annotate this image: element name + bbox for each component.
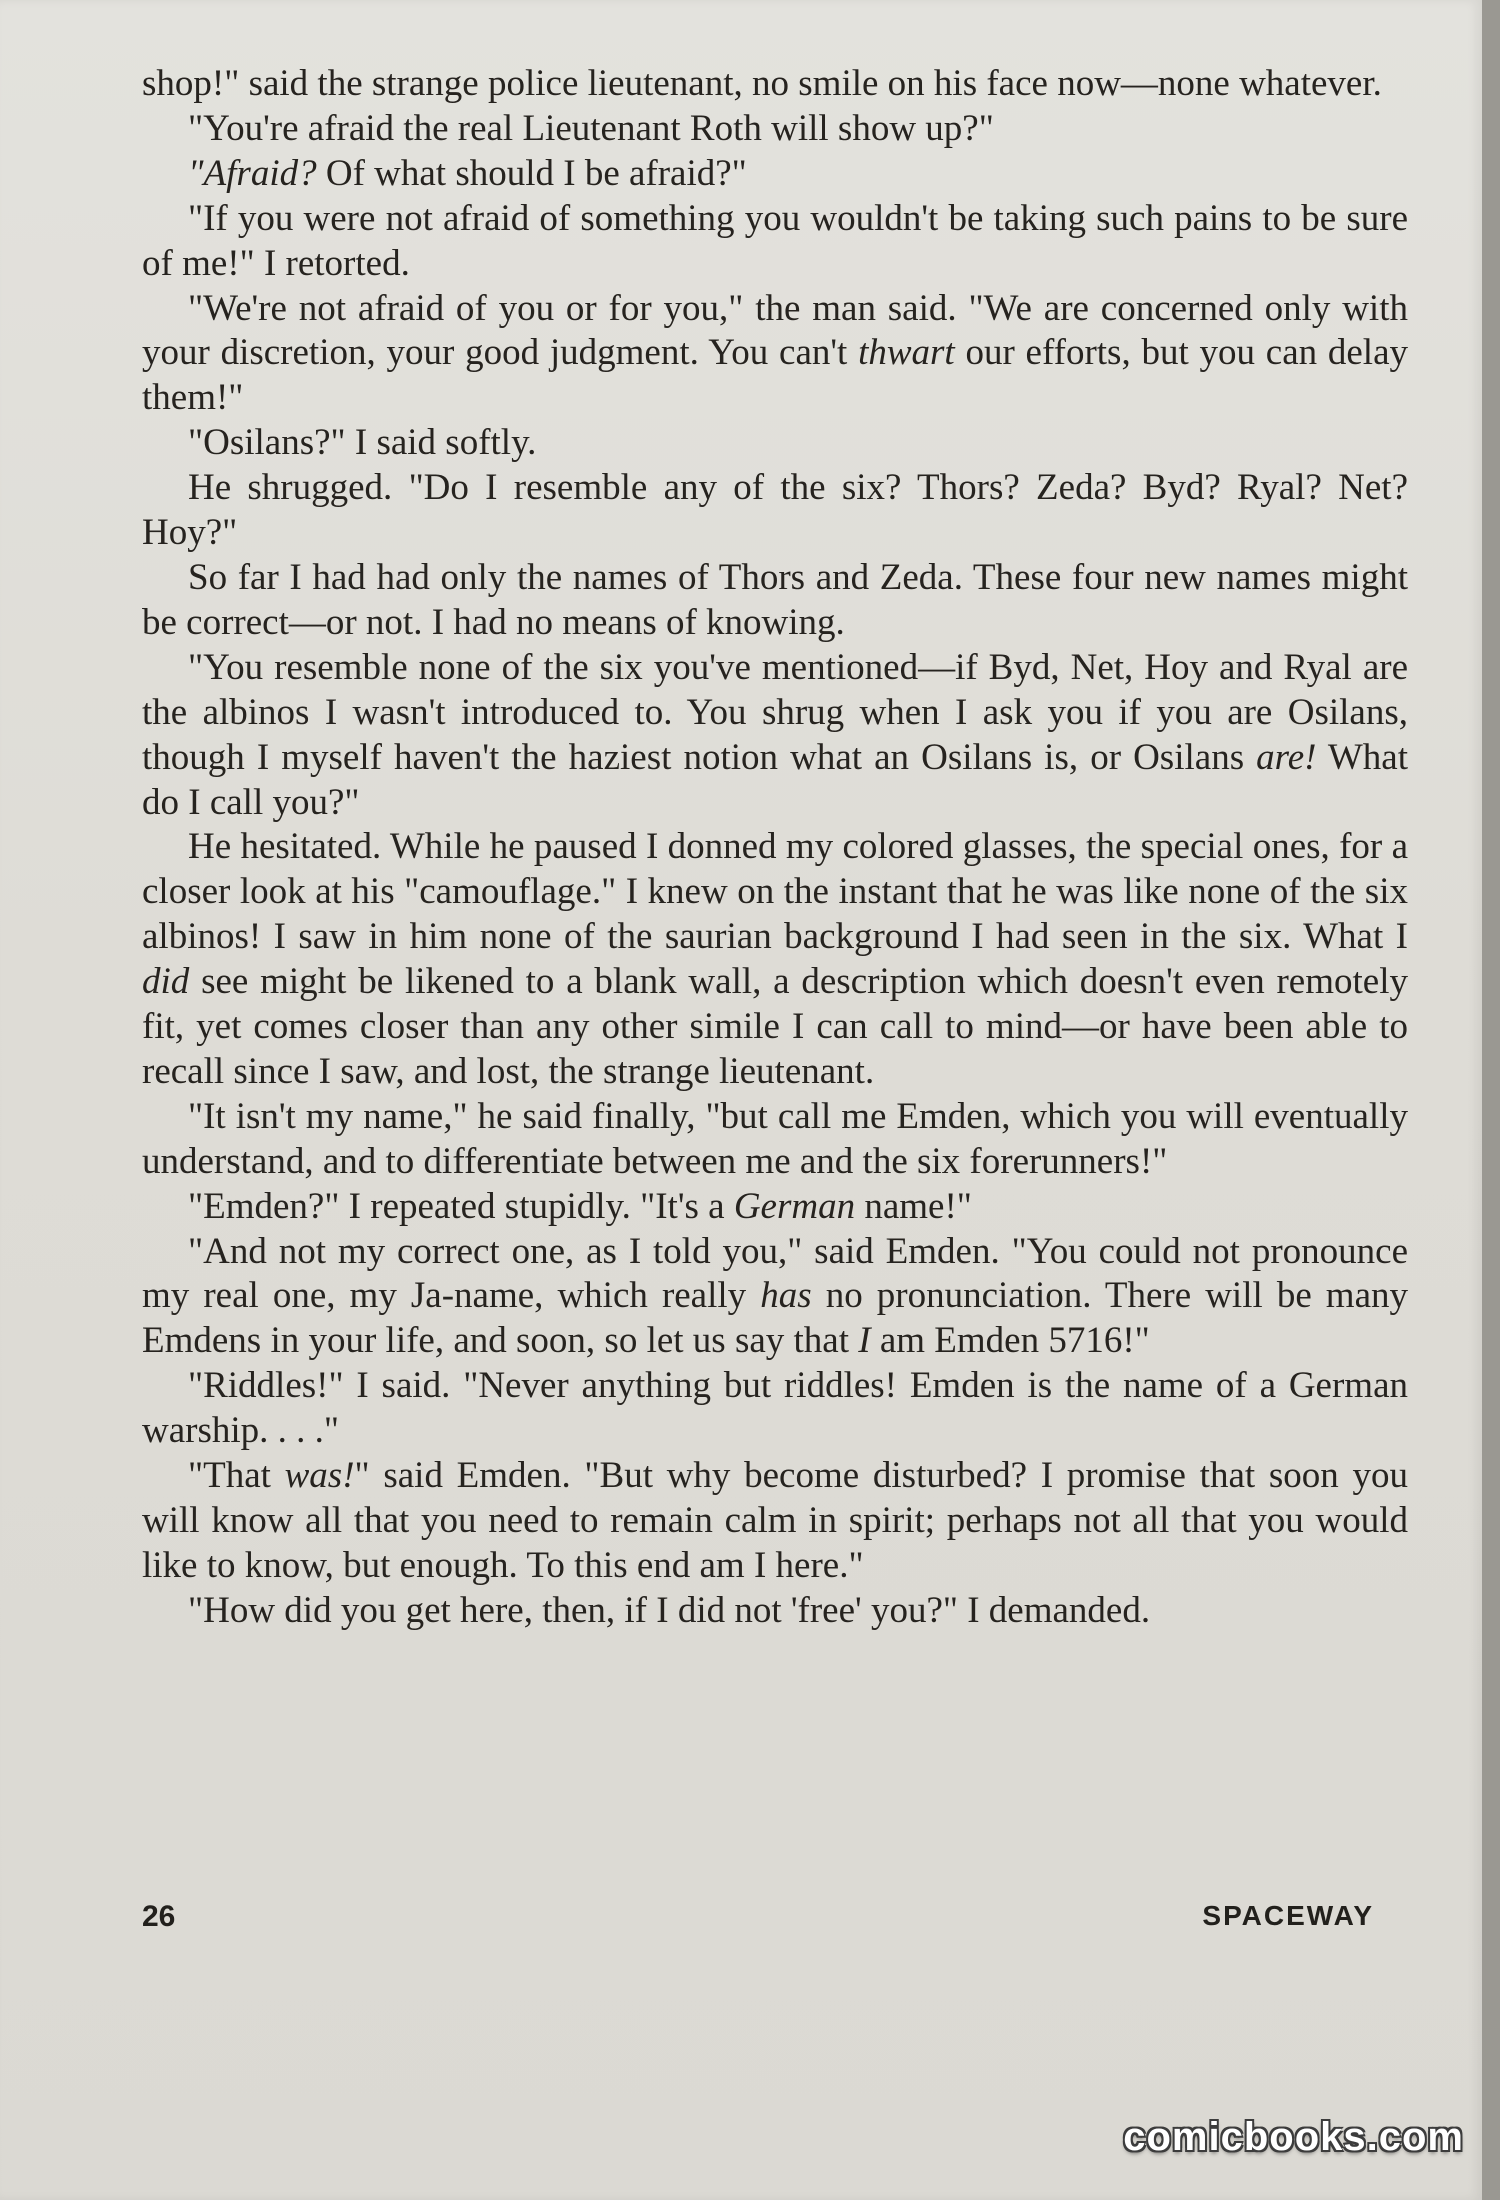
text-run: What do I call you?" <box>142 736 1408 823</box>
story-paragraph <box>142 825 1408 1094</box>
story-paragraph <box>142 1364 1408 1454</box>
story-paragraph <box>142 1185 1408 1230</box>
text-run: "We're not afraid of you or for you," the man said. "We are concerned only with your discretion, your good judgment. You can't <box>142 287 1408 374</box>
site-watermark: comicbooks.com <box>1123 2115 1464 2159</box>
story-paragraph <box>142 1230 1408 1365</box>
story-paragraph <box>142 197 1408 287</box>
italic-run: did <box>142 961 190 1003</box>
italic-run: German <box>733 1185 856 1227</box>
italic-run: are! <box>1256 736 1317 778</box>
text-run: "You're afraid the real Lieutenant Roth will show up?" <box>188 107 994 149</box>
text-run: "That <box>188 1455 285 1497</box>
text-run: "It isn't my name," he said finally, "but call me Emden, which you will eventually understand, and to differentiate between me and the six forerunners!" <box>142 1095 1408 1182</box>
text-run: "Osilans?" I said softly. <box>188 422 537 464</box>
italic-run: "Afraid? <box>188 152 317 194</box>
italic-run: has <box>760 1275 812 1317</box>
story-paragraph <box>142 1095 1408 1185</box>
text-run: see might be likened to a blank wall, a description which doesn't even remotely fit, yet comes closer than any other simile I can call to mind—or have been able to recall since I saw, and lost, the strange lieutenant. <box>142 961 1408 1092</box>
text-run: "If you were not afraid of something you wouldn't be taking such pains to be sure of me!" I retorted. <box>142 197 1408 284</box>
story-paragraph <box>142 556 1408 646</box>
text-run: am Emden 5716!" <box>870 1320 1150 1362</box>
story-text <box>142 62 1408 1634</box>
page-number: 26 <box>142 1900 176 1933</box>
text-run: shop!" said the strange police lieutenant, no smile on his face now—none whatever. <box>142 63 1382 104</box>
italic-run: I <box>858 1320 871 1362</box>
running-title: SPACEWAY <box>1202 1900 1374 1931</box>
text-run: "How did you get here, then, if I did not 'free' you?" I demanded. <box>188 1589 1151 1631</box>
story-paragraph <box>142 646 1408 826</box>
text-run: our efforts, but you can delay them!" <box>142 332 1409 419</box>
text-run: "Riddles!" I said. "Never anything but riddles! Emden is the name of a German warship. . . ." <box>142 1365 1408 1452</box>
text-run: He hesitated. While he paused I donned my colored glasses, the special ones, for a closer look at his "camouflage." I knew on the instant that he was like none of the six albinos! I saw in him none of the saurian background I had seen in the six. What I <box>142 826 1408 958</box>
story-paragraph <box>142 1589 1408 1634</box>
text-run: "You resemble none of the six you've mentioned—if Byd, Net, Hoy and Ryal are the albinos I wasn't introduced to. You shrug when I ask you if you are Osilans, though I myself haven't the haziest notion what an Osilans is, or Osilans <box>142 646 1408 778</box>
story-paragraph <box>142 466 1408 556</box>
text-run: He shrugged. "Do I resemble any of the six? Thors? Zeda? Byd? Ryal? Net? Hoy?" <box>142 467 1408 554</box>
text-run: "And not my correct one, as I told you," said Emden. "You could not pronounce my real one, my Ja-name, which really <box>142 1230 1408 1317</box>
story-paragraph <box>142 1454 1408 1589</box>
text-run: So far I had had only the names of Thors and Zeda. These four new names might be correct—or not. I had no means of knowing. <box>142 556 1408 643</box>
italic-run: thwart <box>858 332 955 374</box>
story-paragraph <box>142 107 1408 152</box>
story-paragraph <box>142 421 1408 466</box>
text-run: " said Emden. "But why become disturbed? I promise that soon you will know all that you need to remain calm in spirit; perhaps not all that you would like to know, but enough. To this end am I here." <box>142 1455 1408 1586</box>
story-paragraph <box>142 287 1408 422</box>
text-run: "Emden?" I repeated stupidly. "It's a <box>188 1185 734 1227</box>
story-paragraph <box>142 152 1408 197</box>
italic-run: was! <box>284 1455 355 1497</box>
text-run: Of what should I be afraid?" <box>316 152 747 194</box>
page-edge-strip <box>1482 0 1500 2200</box>
text-run: name!" <box>855 1185 972 1227</box>
text-run: no pronunciation. There will be many Emdens in your life, and soon, so let us say that <box>142 1275 1409 1362</box>
story-paragraph <box>142 62 1408 107</box>
